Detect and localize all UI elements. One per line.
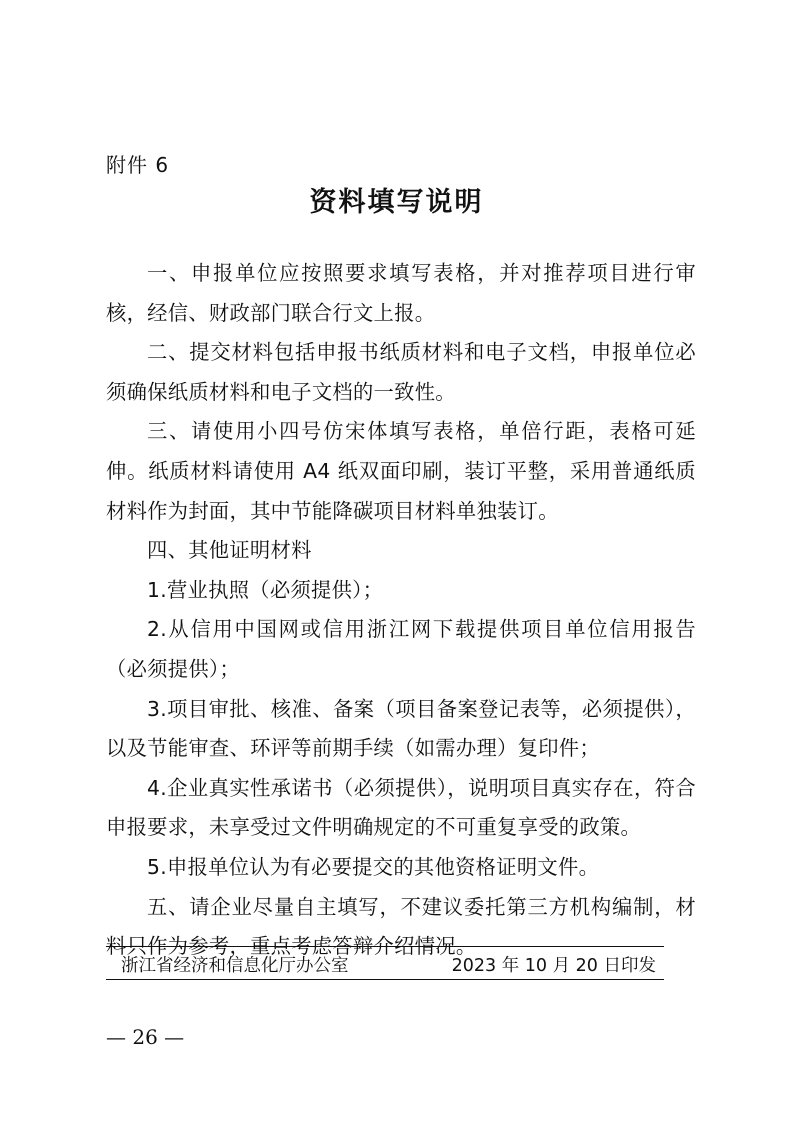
document-body <box>106 254 696 967</box>
list-item-3: 3.项目审批、核准、备案（项目备案登记表等，必须提供），以及节能审查、环评等前期手续（如需办理）复印件； <box>106 696 696 761</box>
list-item-2: 2.从信用中国网或信用浙江网下载提供项目单位信用报告（必须提供）； <box>106 617 696 681</box>
list-item-5: 5.申报单位认为有必要提交的其他资格证明文件。 <box>147 854 600 879</box>
paragraph-3: 三、请使用小四号仿宋体填写表格，单倍行距，表格可延伸。纸质材料请使用 A4 纸双面印刷，装订平整，采用普通纸质材料作为封面，其中节能降碳项目材料单独装订。 <box>106 419 696 523</box>
footer-rule-bottom <box>106 979 664 980</box>
paragraph-5: 五、请企业尽量自主填写，不建议委托第三方机构编制，材料只作为参考，重点考虑答辩介绍情况。 <box>106 894 696 959</box>
issuer-name: 浙江省经济和信息化厅办公室 <box>121 955 349 976</box>
paragraph-2: 二、提交材料包括申报书纸质材料和电子文档，申报单位必须确保纸质材料和电子文档的一致性。 <box>106 340 696 404</box>
list-item-1: 1.营业执照（必须提供）； <box>147 577 384 602</box>
page-number: — 26 — <box>106 1025 185 1049</box>
paragraph-4: 四、其他证明材料 <box>147 538 312 563</box>
footer-rule-top <box>106 946 664 947</box>
footer-issuance-line <box>106 950 664 978</box>
document-title: 资料填写说明 <box>309 187 484 218</box>
paragraph-1: 一、申报单位应按照要求填写表格，并对推荐项目进行审核，经信、财政部门联合行文上报。 <box>106 261 696 325</box>
attachment-label: 附件 6 <box>106 153 170 177</box>
issue-date: 2023 年 10 月 20 日印发 <box>451 955 656 976</box>
list-item-4: 4.企业真实性承诺书（必须提供），说明项目真实存在，符合申报要求，未享受过文件明确规定的不可重复享受的政策。 <box>106 775 696 840</box>
